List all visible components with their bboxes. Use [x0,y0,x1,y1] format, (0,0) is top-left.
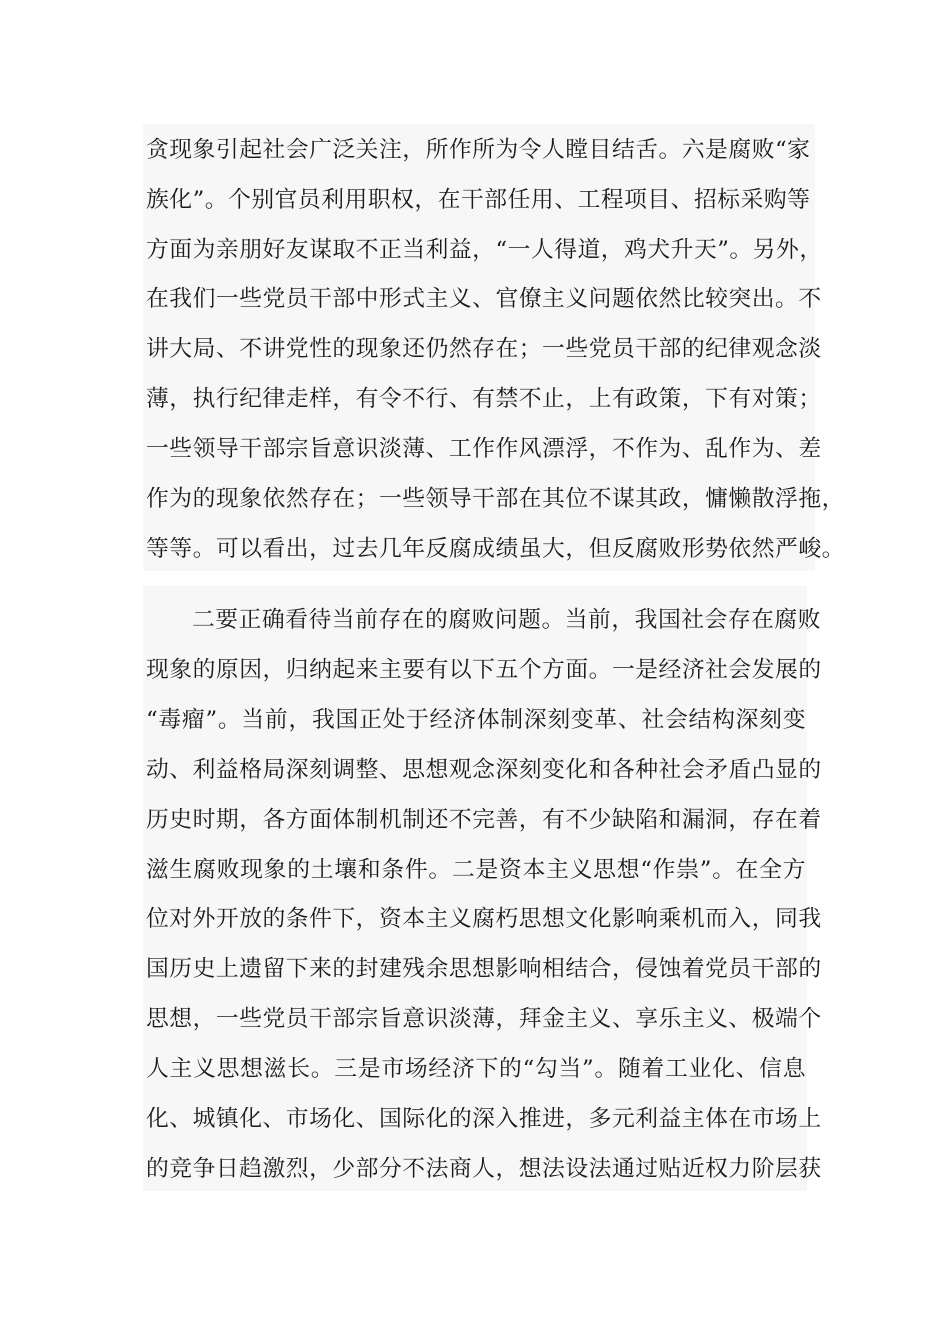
text-line: 族化”。个别官员利用职权，在干部任用、工程项目、招标采购等 [146,187,811,213]
text-line: 动、利益格局深刻调整、思想观念深刻变化和各种社会矛盾凸显的 [146,757,822,783]
text-line: 薄，执行纪律走样，有令不行、有禁不止，上有政策，下有对策； [146,386,822,412]
text-line: 滋生腐败现象的土壤和条件。二是资本主义思想“作祟”。在全方 [146,857,806,883]
text-line: 在我们一些党员干部中形式主义、官僚主义问题依然比较突出。不 [146,286,822,312]
text-line: 一些领导干部宗旨意识淡薄、工作作风漂浮，不作为、乱作为、差 [146,436,822,462]
text-line: 作为的现象依然存在；一些领导干部在其位不谋其政，慵懒散浮拖， [146,486,845,512]
text-line: 思想，一些党员干部宗旨意识淡薄，拜金主义、享乐主义、极端个 [146,1006,822,1032]
text-line: 的竞争日趋激烈，少部分不法商人，想法设法通过贴近权力阶层获 [146,1156,822,1182]
text-line: 化、城镇化、市场化、国际化的深入推进，多元利益主体在市场上 [146,1106,822,1132]
text-line: 方面为亲朋好友谋取不正当利益，“一人得道，鸡犬升天”。另外， [146,237,823,263]
text-line: 历史时期，各方面体制机制还不完善，有不少缺陷和漏洞，存在着 [146,807,822,833]
text-line: 讲大局、不讲党性的现象还仍然存在；一些党员干部的纪律观念淡 [146,336,822,362]
text-line: 等等。可以看出，过去几年反腐成绩虽大，但反腐败形势依然严峻。 [146,536,845,562]
text-line: 现象的原因，归纳起来主要有以下五个方面。一是经济社会发展的 [146,657,822,683]
text-line: 贪现象引起社会广泛关注，所作所为令人瞠目结舌。六是腐败“家 [146,137,811,163]
text-line: 国历史上遗留下来的封建残余思想影响相结合，侵蚀着党员干部的 [146,956,822,982]
text-line: 二要正确看待当前存在的腐败问题。当前，我国社会存在腐败 [192,607,822,633]
text-line: “毒瘤”。当前，我国正处于经济体制深刻变革、社会结构深刻变 [146,707,806,733]
text-line: 人主义思想滋长。三是市场经济下的“勾当”。随着工业化、信息 [146,1056,806,1082]
text-line: 位对外开放的条件下，资本主义腐朽思想文化影响乘机而入，同我 [146,906,822,932]
